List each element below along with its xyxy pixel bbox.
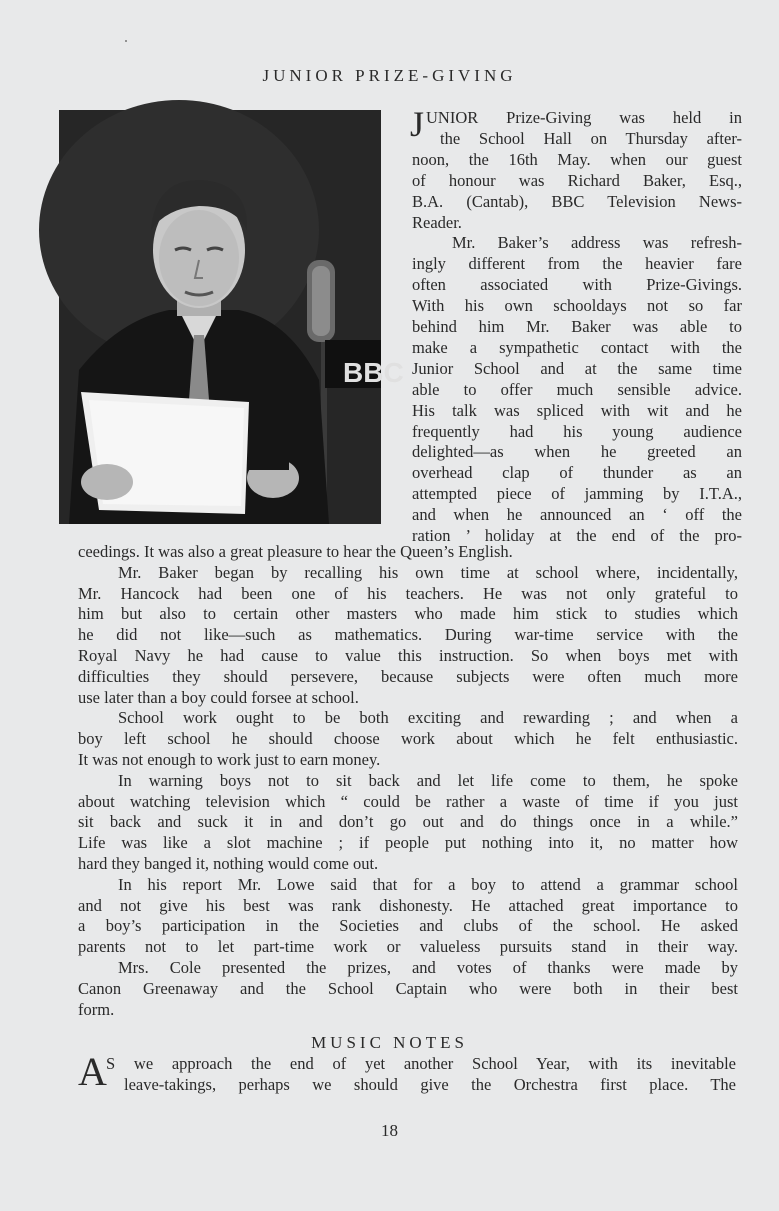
photo-illustration (59, 110, 404, 524)
text-line: make a sympathetic contact with the (412, 337, 742, 357)
text-line: Canon Greenaway and the School Captain who were both in their best (78, 978, 738, 998)
text-line: overhead clap of thunder as an (412, 463, 742, 483)
text-line: hard they banged it, nothing would come out. (78, 854, 379, 873)
text-line: School work ought to be both exciting and rewarding ; and when a (118, 708, 738, 728)
speck (125, 40, 127, 42)
text-line: In his report Mr. Lowe said that for a boy to attend a grammar school (118, 874, 738, 894)
text-line: and not give his best was rank dishonesty. He attached great importance to (78, 895, 738, 915)
text-line: boy left school he should choose work about which he felt enthusiastic. (78, 729, 738, 749)
text-line: frequently had his young audience (412, 421, 742, 441)
text-line: UNIOR Prize-Giving was held in (426, 108, 742, 127)
text-line: Mr. Baker’s address was refresh- (452, 233, 742, 253)
text-line: parents not to let part-time work or valueless pursuits stand in their way. (78, 937, 738, 957)
text-line: It was not enough to work just to earn money. (78, 750, 381, 769)
photo-richard-baker (59, 110, 404, 524)
text-line: of honour was Richard Baker, Esq., (412, 170, 742, 190)
text-line: the School Hall on Thursday after- (440, 128, 742, 148)
text-line: ingly different from the heavier fare (412, 254, 742, 274)
text-line: Reader. (412, 212, 462, 232)
text-line: ration ’ holiday at the end of the pro- (412, 526, 742, 545)
text-line: often associated with Prize-Givings. (412, 275, 742, 295)
dropcap-j: J (410, 104, 425, 144)
text-line: attempted piece of jamming by I.T.A., (412, 484, 742, 504)
text-line: difficulties they should persevere, because subjects were often much more (78, 666, 738, 686)
text-line: and when he announced an ‘ off the (412, 505, 742, 525)
text-line: him but also to certain other masters who made him stick to studies which (78, 604, 738, 624)
text-line: delighted—as when he greeted an (412, 442, 742, 462)
text-line: form. (78, 999, 115, 1019)
text-line: use later than a boy could forsee at school. (78, 687, 359, 707)
text-line: Royal Navy he had cause to value this instruction. So when boys met with (78, 646, 738, 665)
bbc-sign: BBC (343, 357, 404, 388)
text-line: Mr. Baker began by recalling his own time at school where, incidentally, (118, 562, 738, 582)
text-line: leave-takings, perhaps we should give the Orchestra first place. The (124, 1075, 736, 1094)
dropcap-a: A (78, 1049, 107, 1094)
text-line: With his own schooldays not so far (412, 296, 742, 316)
text-line: sit back and suck it in and don’t go out and do things once in a while.” (78, 812, 738, 832)
page-title: JUNIOR PRIZE-GIVING (262, 66, 517, 85)
text-line: able to offer much sensible advice. (412, 379, 742, 399)
text-line: about watching television which “ could be rather a waste of time if you just (78, 791, 738, 811)
text-line: In warning boys not to sit back and let life come to them, he spoke (118, 770, 738, 790)
text-line: His talk was spliced with wit and he (412, 400, 742, 420)
text-line: ceedings. It was also a great pleasure to hear the Queen’s English. (78, 542, 513, 561)
music-notes-title: MUSIC NOTES (311, 1033, 468, 1052)
text-line: Mr. Hancock had been one of his teachers. He was not only grateful to (78, 583, 738, 603)
text-line: Junior School and at the same time (412, 358, 742, 378)
text-line: behind him Mr. Baker was able to (412, 317, 742, 336)
text-line: a boy’s participation in the Societies and clubs of the school. He asked (78, 916, 738, 936)
text-line: B.A. (Cantab), BBC Television News- (412, 191, 742, 211)
text-line: he did not like—such as mathematics. During war-time service with the (78, 625, 738, 645)
text-line: S we approach the end of yet another School Year, with its inevitable (106, 1054, 736, 1073)
text-line: noon, the 16th May. when our guest (412, 149, 742, 169)
page-number: 18 (381, 1121, 398, 1140)
text-line: Mrs. Cole presented the prizes, and votes of thanks were made by (118, 958, 738, 977)
text-line: Life was like a slot machine ; if people put nothing into it, no matter how (78, 833, 738, 853)
